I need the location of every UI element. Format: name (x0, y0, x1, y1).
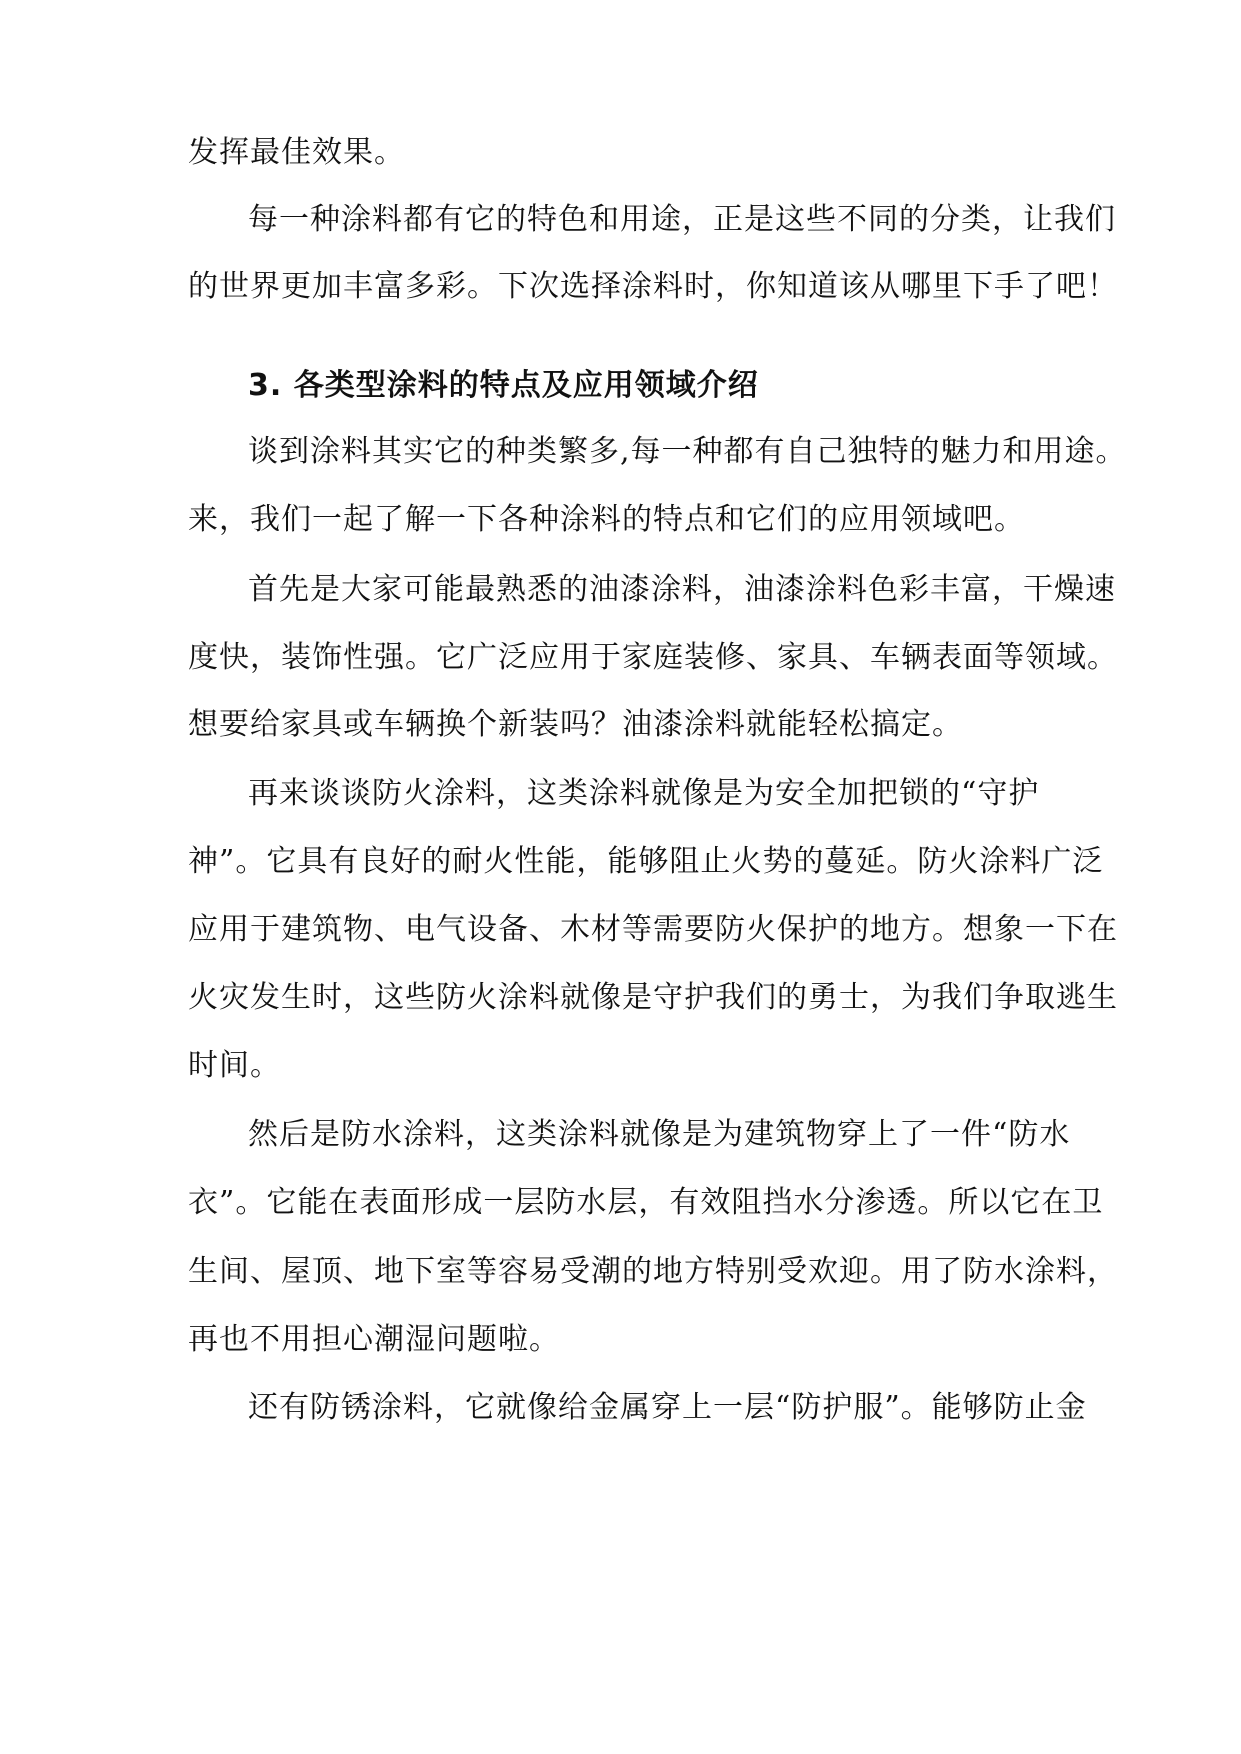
paragraph-line: 时间。 (188, 1048, 281, 1083)
paragraph-line: 的世界更加丰富多彩。下次选择涂料时，你知道该从哪里下手了吧！ (188, 269, 1118, 304)
paragraph-line: 衣”。它能在表面形成一层防水层，有效阻挡水分渗透。所以它在卫 (188, 1185, 1104, 1220)
paragraph-line: 火灾发生时，这些防火涂料就像是守护我们的勇士，为我们争取逃生 (188, 980, 1118, 1015)
paragraph-line: 度快，装饰性强。它广泛应用于家庭装修、家具、车辆表面等领域。 (188, 640, 1118, 675)
paragraph-line: 再也不用担心潮湿问题啦。 (188, 1322, 560, 1357)
paragraph-line: 谈到涂料其实它的种类繁多,每一种都有自己独特的魅力和用途。 (248, 434, 1127, 469)
section-heading: 3. 各类型涂料的特点及应用领域介绍 (248, 368, 759, 403)
paragraph-line: 每一种涂料都有它的特色和用途，正是这些不同的分类，让我们 (248, 202, 1116, 237)
paragraph-line: 来，我们一起了解一下各种涂料的特点和它们的应用领域吧。 (188, 502, 1025, 537)
paragraph-line: 再来谈谈防火涂料，这类涂料就像是为安全加把锁的“守护 (248, 776, 1040, 811)
paragraph-line: 应用于建筑物、电气设备、木材等需要防火保护的地方。想象一下在 (188, 912, 1118, 947)
paragraph-line: 还有防锈涂料，它就像给金属穿上一层“防护服”。能够防止金 (248, 1390, 1087, 1425)
paragraph-line: 然后是防水涂料，这类涂料就像是为建筑物穿上了一件“防水 (248, 1117, 1071, 1152)
paragraph-line: 发挥最佳效果。 (188, 135, 405, 170)
paragraph-line: 首先是大家可能最熟悉的油漆涂料，油漆涂料色彩丰富，干燥速 (248, 572, 1116, 607)
paragraph-line: 想要给家具或车辆换个新装吗？油漆涂料就能轻松搞定。 (188, 707, 963, 742)
paragraph-line: 神”。它具有良好的耐火性能，能够阻止火势的蔓延。防火涂料广泛 (188, 844, 1104, 879)
paragraph-line: 生间、屋顶、地下室等容易受潮的地方特别受欢迎。用了防水涂料， (188, 1254, 1118, 1289)
